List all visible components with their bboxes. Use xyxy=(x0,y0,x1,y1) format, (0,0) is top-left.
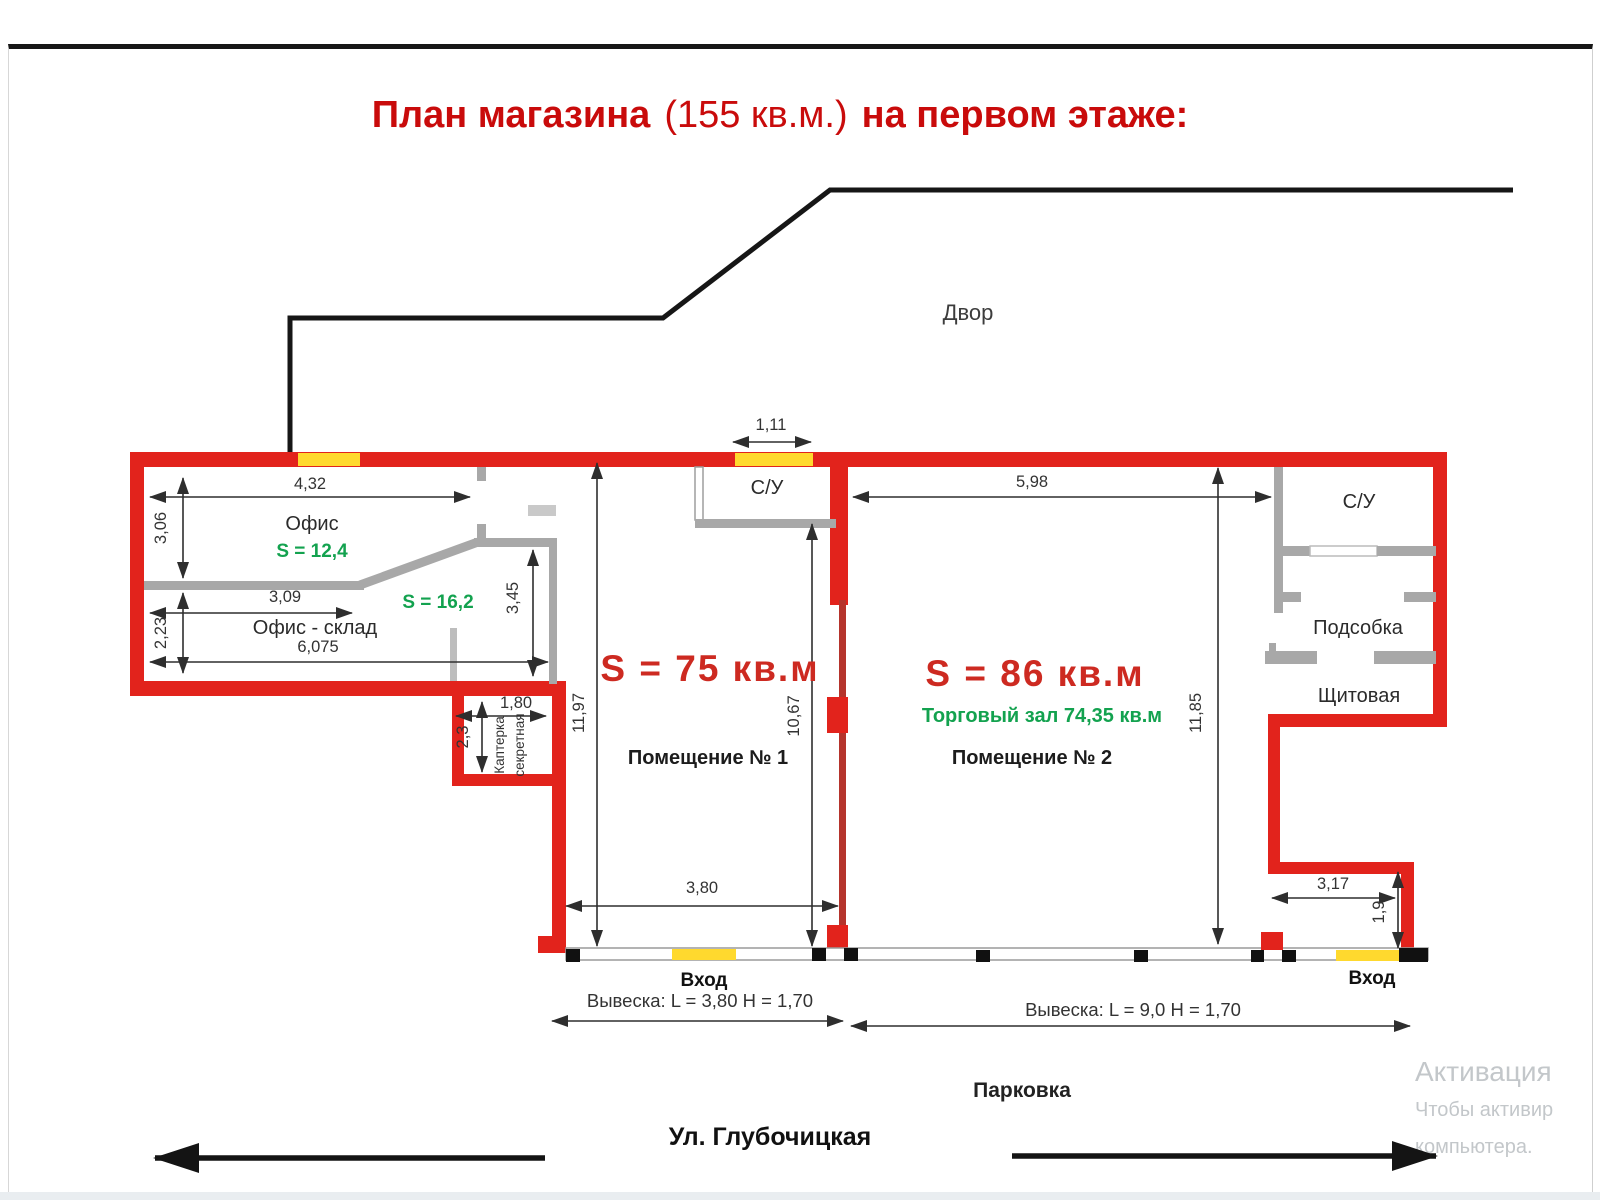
office-storage-label: Офис - склад xyxy=(252,617,378,639)
title-part-2: (155 кв.м.) xyxy=(664,94,848,136)
sign1-label: Вывеска: L = 3,80 H = 1,70 xyxy=(586,990,814,1011)
dim-10-67: 10,67 xyxy=(785,695,803,737)
dim-2-23: 2,23 xyxy=(152,616,170,650)
room2-hall-label: Торговый зал 74,35 кв.м xyxy=(921,705,1163,727)
street-label: Ул. Глубочицкая xyxy=(668,1123,872,1151)
dim-1-9: 1,9 xyxy=(1370,900,1388,924)
window-top-left xyxy=(298,453,360,466)
street xyxy=(155,1123,1436,1158)
courtyard-boundary-line xyxy=(290,190,1513,452)
left-block-interior-walls xyxy=(144,467,557,684)
dim-1-80: 1,80 xyxy=(499,694,533,712)
dim-3-80: 3,80 xyxy=(685,879,719,897)
right-ledge-wall xyxy=(1268,862,1414,874)
title-part-1: План магазина xyxy=(371,94,651,136)
dim-6-075: 6,075 xyxy=(297,638,339,656)
wc1-label: С/У xyxy=(750,477,784,499)
courtyard-label: Двор xyxy=(942,300,994,325)
entrance2-label: Вход xyxy=(1348,968,1396,989)
dim-1-11: 1,11 xyxy=(755,416,787,434)
dim-2-3: 2,3 xyxy=(454,725,472,749)
room2-area-label: S = 86 кв.м xyxy=(925,653,1145,694)
dim-3-17: 3,17 xyxy=(1316,875,1350,893)
right-outer-wall xyxy=(1433,452,1447,727)
entrance-door-2 xyxy=(1336,950,1399,961)
kapterka-label-1: Каптерка xyxy=(492,716,507,774)
watermark-line-1: Активация xyxy=(1415,1056,1552,1087)
kapterka-bottom-wall xyxy=(452,774,566,786)
storage-area-label: S = 16,2 xyxy=(402,592,474,613)
dim-3-06: 3,06 xyxy=(152,511,170,545)
entrances-and-signs xyxy=(552,968,1410,1026)
dim-3-45: 3,45 xyxy=(504,581,522,615)
red-pillar xyxy=(1261,932,1283,950)
wc1-door xyxy=(695,467,703,520)
parking-label: Парковка xyxy=(973,1079,1071,1102)
watermark-line-3: компьютера. xyxy=(1415,1136,1533,1158)
office-label: Офис xyxy=(285,513,339,535)
kapterka-label-2: секретная xyxy=(512,713,527,777)
corridor-wall xyxy=(552,681,566,938)
watermark-line-2: Чтобы активир xyxy=(1415,1099,1554,1121)
wc2-label: С/У xyxy=(1342,491,1376,513)
switchboard-bottom-wall xyxy=(1268,714,1447,727)
entrance-door-1 xyxy=(672,949,736,960)
wc2-door xyxy=(1310,546,1377,556)
entrance1-label: Вход xyxy=(680,970,728,991)
dim-5-98: 5,98 xyxy=(1015,473,1049,491)
utility-label: Подсобка xyxy=(1313,617,1403,639)
sign2-label: Вывеска: L = 9,0 H = 1,70 xyxy=(1025,999,1241,1020)
dim-11-85: 11,85 xyxy=(1187,692,1205,734)
room2-name-label: Помещение № 2 xyxy=(951,747,1113,769)
office-area-label: S = 12,4 xyxy=(276,541,348,562)
room1-area-label: S = 75 кв.м xyxy=(600,648,820,689)
room1-name-label: Помещение № 1 xyxy=(627,747,789,769)
title-part-3: на первом этаже: xyxy=(861,94,1189,136)
dim-11-97: 11,97 xyxy=(570,692,588,734)
switchboard-label: Щитовая xyxy=(1317,685,1401,707)
window-wc1 xyxy=(735,453,813,466)
dim-3-09: 3,09 xyxy=(268,588,302,606)
dim-4-32: 4,32 xyxy=(293,475,327,493)
